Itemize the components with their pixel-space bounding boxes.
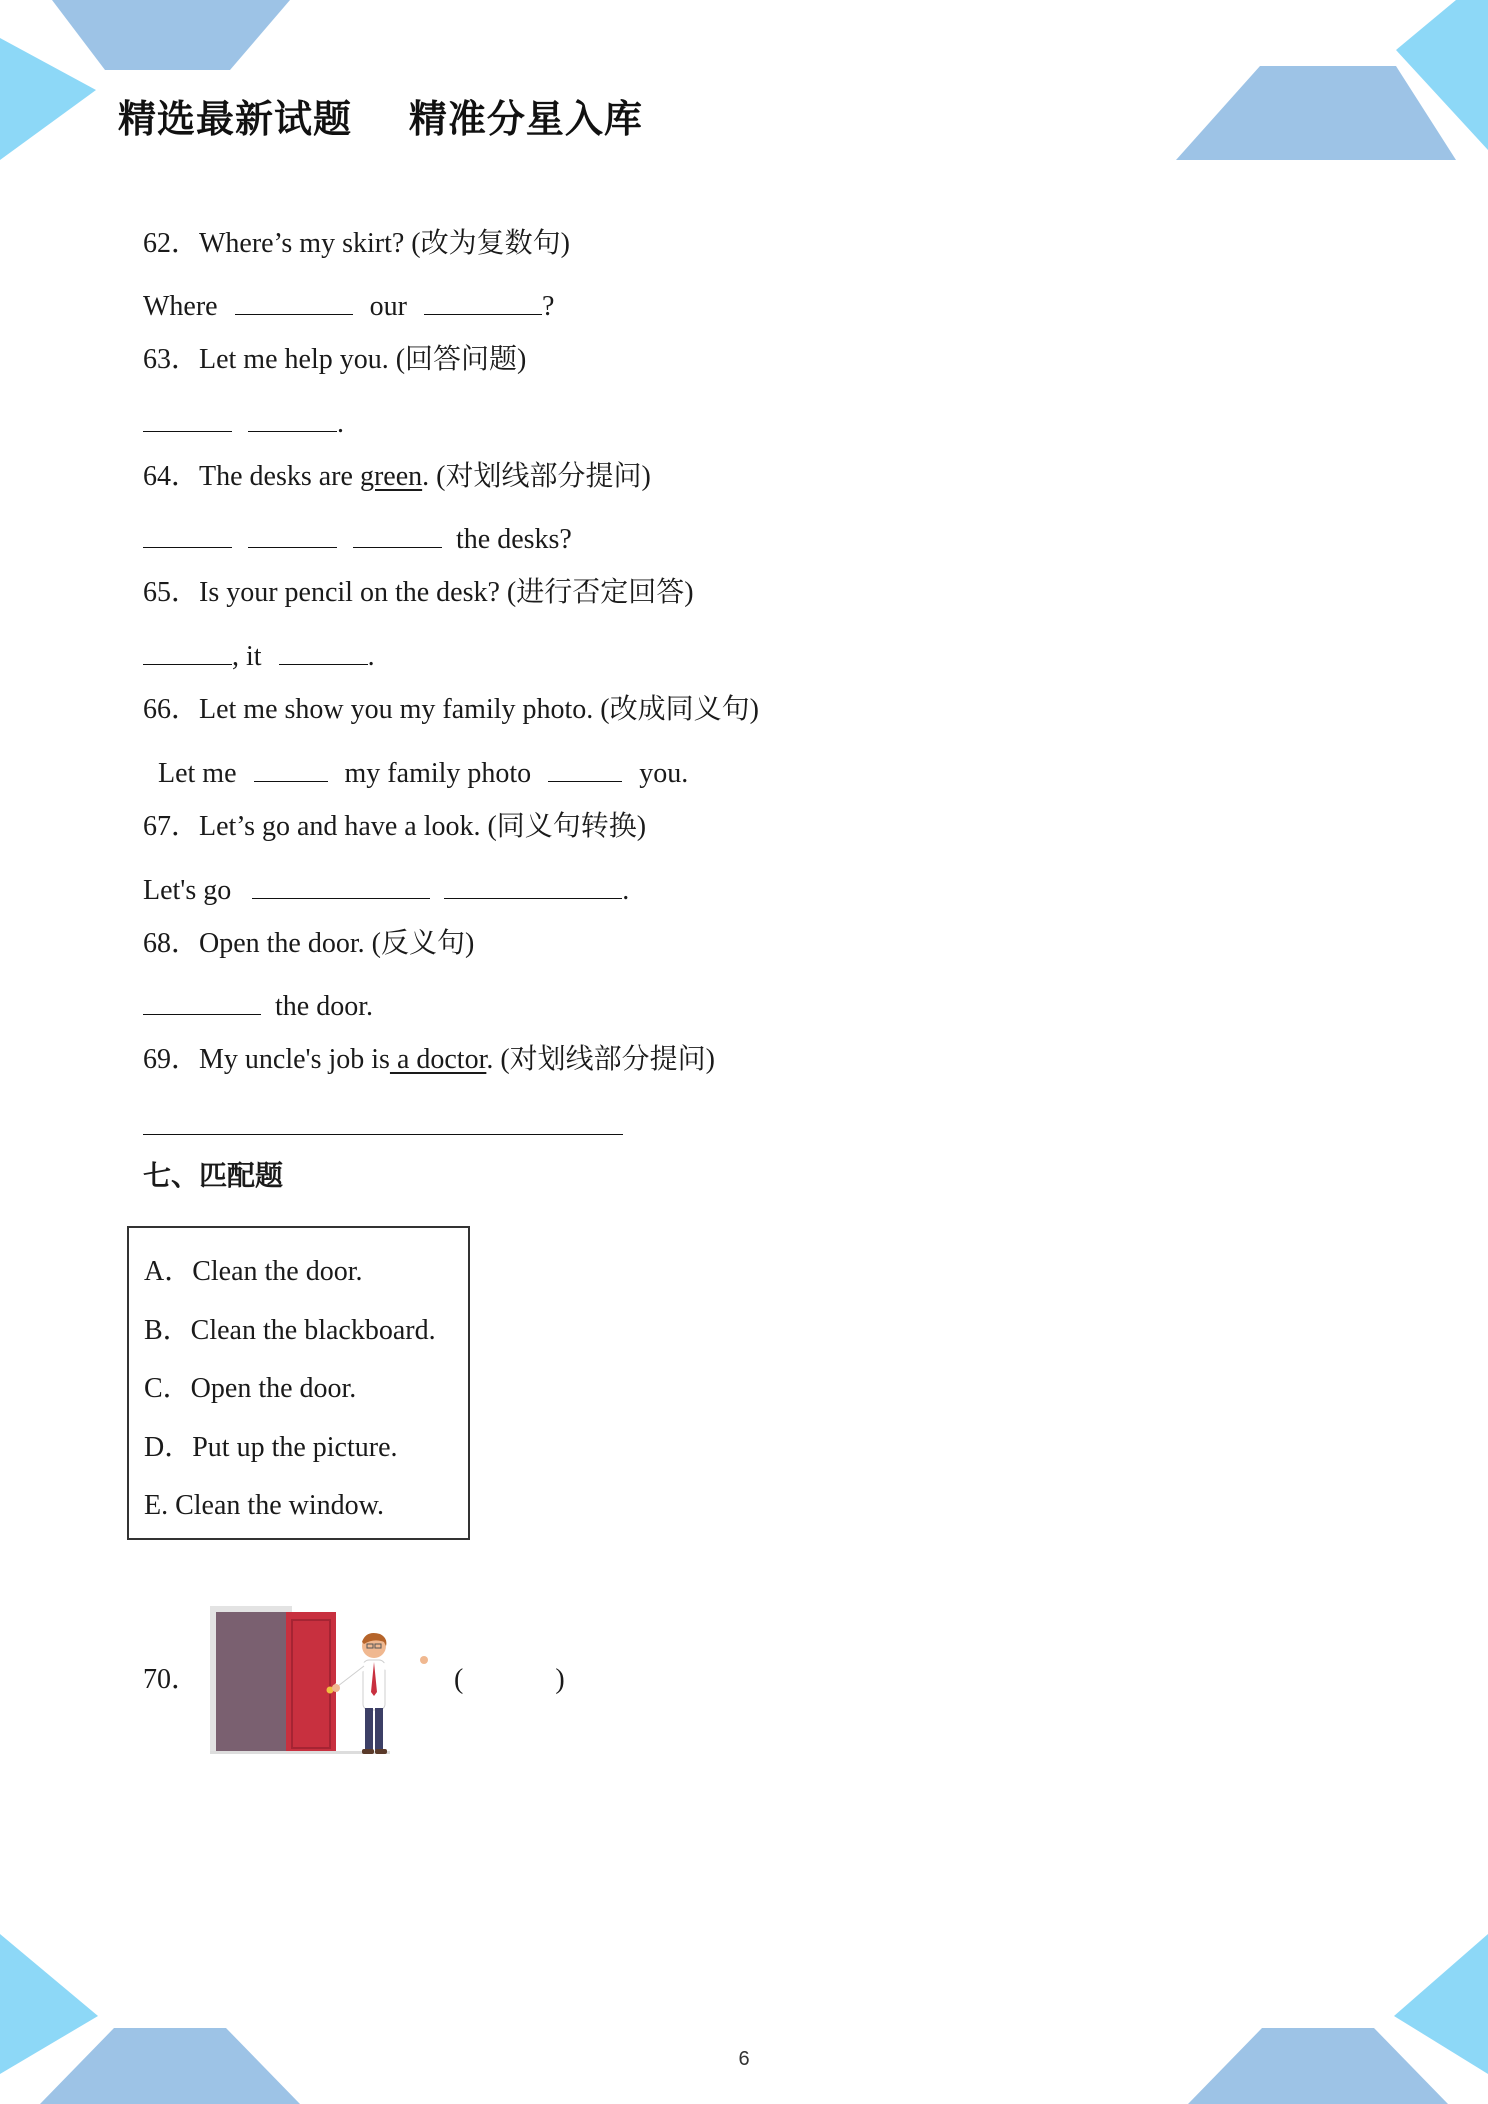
- answer-blank[interactable]: [248, 521, 337, 548]
- question-62-answer: Where our ?: [143, 288, 554, 321]
- option-d: D．Put up the picture.: [144, 1432, 398, 1463]
- option-a: A．Clean the door.: [144, 1256, 363, 1287]
- corner-decoration-bottom-right: [1178, 1934, 1488, 2104]
- header-title: 精选最新试题 精准分星入库: [118, 97, 643, 141]
- answer-blank[interactable]: [548, 755, 622, 782]
- option-b: B．Clean the blackboard.: [144, 1315, 436, 1346]
- page-number: 6: [738, 2048, 750, 2070]
- question-66-prompt: 66．Let me show you my family photo. (改成同义句): [143, 694, 759, 725]
- door-man-illustration: [208, 1604, 448, 1754]
- answer-blank[interactable]: [252, 872, 430, 899]
- answer-blank[interactable]: [143, 638, 232, 665]
- question-66-answer: Let me my family photo you.: [158, 755, 688, 788]
- answer-blank[interactable]: [279, 638, 368, 665]
- question-65-answer: , it .: [143, 638, 375, 671]
- question-65-prompt: 65．Is your pencil on the desk? (进行否定回答): [143, 577, 694, 608]
- answer-blank[interactable]: [353, 521, 442, 548]
- question-68-prompt: 68．Open the door. (反义句): [143, 928, 475, 959]
- answer-blank[interactable]: [248, 405, 337, 432]
- answer-blank[interactable]: [143, 521, 232, 548]
- question-70-number: 70．: [143, 1664, 200, 1695]
- question-62-prompt: 62．Where’s my skirt? (改为复数句): [143, 228, 570, 259]
- answer-blank[interactable]: [143, 988, 261, 1015]
- answer-blank[interactable]: [424, 288, 542, 315]
- question-67-answer: Let's go .: [143, 872, 629, 905]
- option-box: [127, 1226, 470, 1540]
- question-69-answer: [143, 1108, 623, 1141]
- question-63-answer: .: [143, 405, 344, 438]
- question-63-prompt: 63．Let me help you. (回答问题): [143, 344, 527, 375]
- corner-decoration-bottom-left: [0, 1934, 310, 2104]
- answer-blank[interactable]: [235, 288, 353, 315]
- question-69-prompt: 69．My uncle's job is a doctor. (对划线部分提问): [143, 1044, 716, 1075]
- question-64-answer: the desks?: [143, 521, 572, 554]
- corner-decoration-top-right: [1170, 0, 1488, 170]
- answer-blank[interactable]: [143, 1108, 623, 1135]
- corner-decoration-top-left: [0, 0, 300, 170]
- question-68-answer: the door.: [143, 988, 373, 1021]
- section-title: 七、匹配题: [143, 1159, 284, 1192]
- question-64-prompt: 64．The desks are green. (对划线部分提问): [143, 461, 651, 492]
- answer-bracket[interactable]: ( ): [454, 1664, 565, 1695]
- answer-blank[interactable]: [254, 755, 328, 782]
- question-67-prompt: 67．Let’s go and have a look. (同义句转换): [143, 811, 647, 842]
- answer-blank[interactable]: [444, 872, 622, 899]
- answer-blank[interactable]: [143, 405, 232, 432]
- option-e: E. Clean the window.: [144, 1490, 385, 1521]
- option-c: C．Open the door.: [144, 1373, 357, 1404]
